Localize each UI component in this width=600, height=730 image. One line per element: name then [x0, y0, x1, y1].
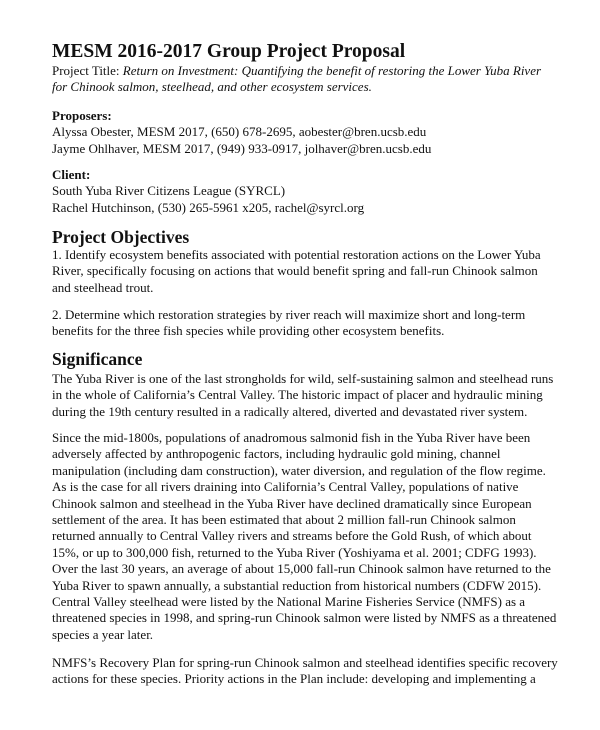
text-line: As is the case for all rivers draining into California’s Central Valley, populations of native: [52, 479, 519, 495]
text-line: manipulation (including dam construction), water diversion, and regulation of the flow regime.: [52, 462, 546, 478]
objective-item-2: [52, 307, 582, 340]
text-line: River, specifically focusing on actions that would benefit spring and fall-run Chinook salmon: [52, 263, 538, 279]
text-line: 2. Determine which restoration strategies by river reach will maximize short and long-term: [52, 307, 526, 322]
text-line: Since the mid-1800s, populations of anadromous salmonid fish in the Yuba River have been: [52, 430, 531, 445]
significance-heading-block: [52, 349, 582, 369]
text-line: 15%, or up to 300,000 fish, returned to the Yuba River (Yoshiyama et al. 2001; CDFG 1993).: [52, 544, 537, 560]
objective-item-1: [52, 247, 582, 296]
client-label: Client:: [52, 167, 91, 182]
text-line: Chinook salmon and steelhead in the Yuba River have declined dramatically since European: [52, 495, 532, 511]
objectives-heading: Project Objectives: [52, 227, 190, 247]
text-line: threatened species in 1998, and spring-run Chinook salmon were listed by NMFS as a threatened: [52, 610, 557, 626]
client-line: Rachel Hutchinson, (530) 265-5961 x205, rachel@syrcl.org: [52, 199, 365, 215]
text-line: settlement of the area. It has been estimated that about 2 million fall-run Chinook salmon: [52, 512, 516, 528]
project-title-text: Return on Investment: Quantifying the benefit of restoring the Lower Yuba River: [122, 63, 542, 78]
text-line: NMFS’s Recovery Plan for spring-run Chinook salmon and steelhead identifies specific recovery: [52, 655, 558, 670]
proposer-line: Jayme Ohlhaver, MESM 2017, (949) 933-0917, jolhaver@bren.ucsb.edu: [52, 140, 432, 156]
text-line: Yuba River to spawn annually, a substantial reduction from historical numbers (CDFW 2015).: [52, 577, 542, 593]
proposers-section: [52, 108, 582, 157]
significance-paragraph-1: [52, 371, 582, 420]
significance-paragraph-2: [52, 430, 582, 643]
text-line: and steelhead trout.: [52, 279, 154, 295]
significance-heading: Significance: [52, 349, 143, 369]
client-line: South Yuba River Citizens League (SYRCL): [52, 183, 286, 199]
proposer-line: Alyssa Obester, MESM 2017, (650) 678-2695, aobester@bren.ucsb.edu: [52, 124, 427, 140]
text-line: 1. Identify ecosystem benefits associated with potential restoration actions on the Lower Yuba: [52, 247, 541, 262]
text-line: adversely affected by anthropogenic factors, including hydraulic gold mining, channel: [52, 446, 501, 462]
significance-paragraph-3: [52, 655, 582, 688]
project-title-text: for Chinook salmon, steelhead, and other ecosystem services.: [52, 79, 372, 95]
document-title-block: [52, 41, 582, 96]
document-title: MESM 2016-2017 Group Project Proposal: [52, 41, 406, 62]
text-line: during the 19th century resulted in a radically altered, diverted and devastated river system.: [52, 403, 528, 419]
text-line: Over the last 30 years, an average of about 15,000 fall-run Chinook salmon have returned to the: [52, 561, 551, 577]
text-line: actions for these species. Priority actions in the Plan include: developing and implementing a: [52, 671, 536, 687]
project-title-line: [52, 63, 582, 79]
proposers-label: Proposers:: [52, 108, 112, 123]
text-line: returned annually to Central Valley rivers and streams before the Gold Rush, of which about: [52, 528, 532, 544]
text-line: benefits for the three fish species while providing other ecosystem benefits.: [52, 323, 445, 339]
text-line: species a year later.: [52, 626, 154, 642]
text-line: in the whole of California’s Central Valley. The historic impact of placer and hydraulic mining: [52, 387, 543, 403]
text-line: The Yuba River is one of the last strongholds for wild, self-sustaining salmon and steelhead runs: [52, 371, 554, 386]
text-line: Central Valley steelhead were listed by the National Marine Fisheries Service (NMFS) as a: [52, 594, 526, 610]
project-title-label: Project Title:: [52, 63, 123, 78]
project-title-line: [52, 79, 582, 95]
client-section: [52, 167, 582, 216]
objectives-heading-block: [52, 227, 582, 247]
